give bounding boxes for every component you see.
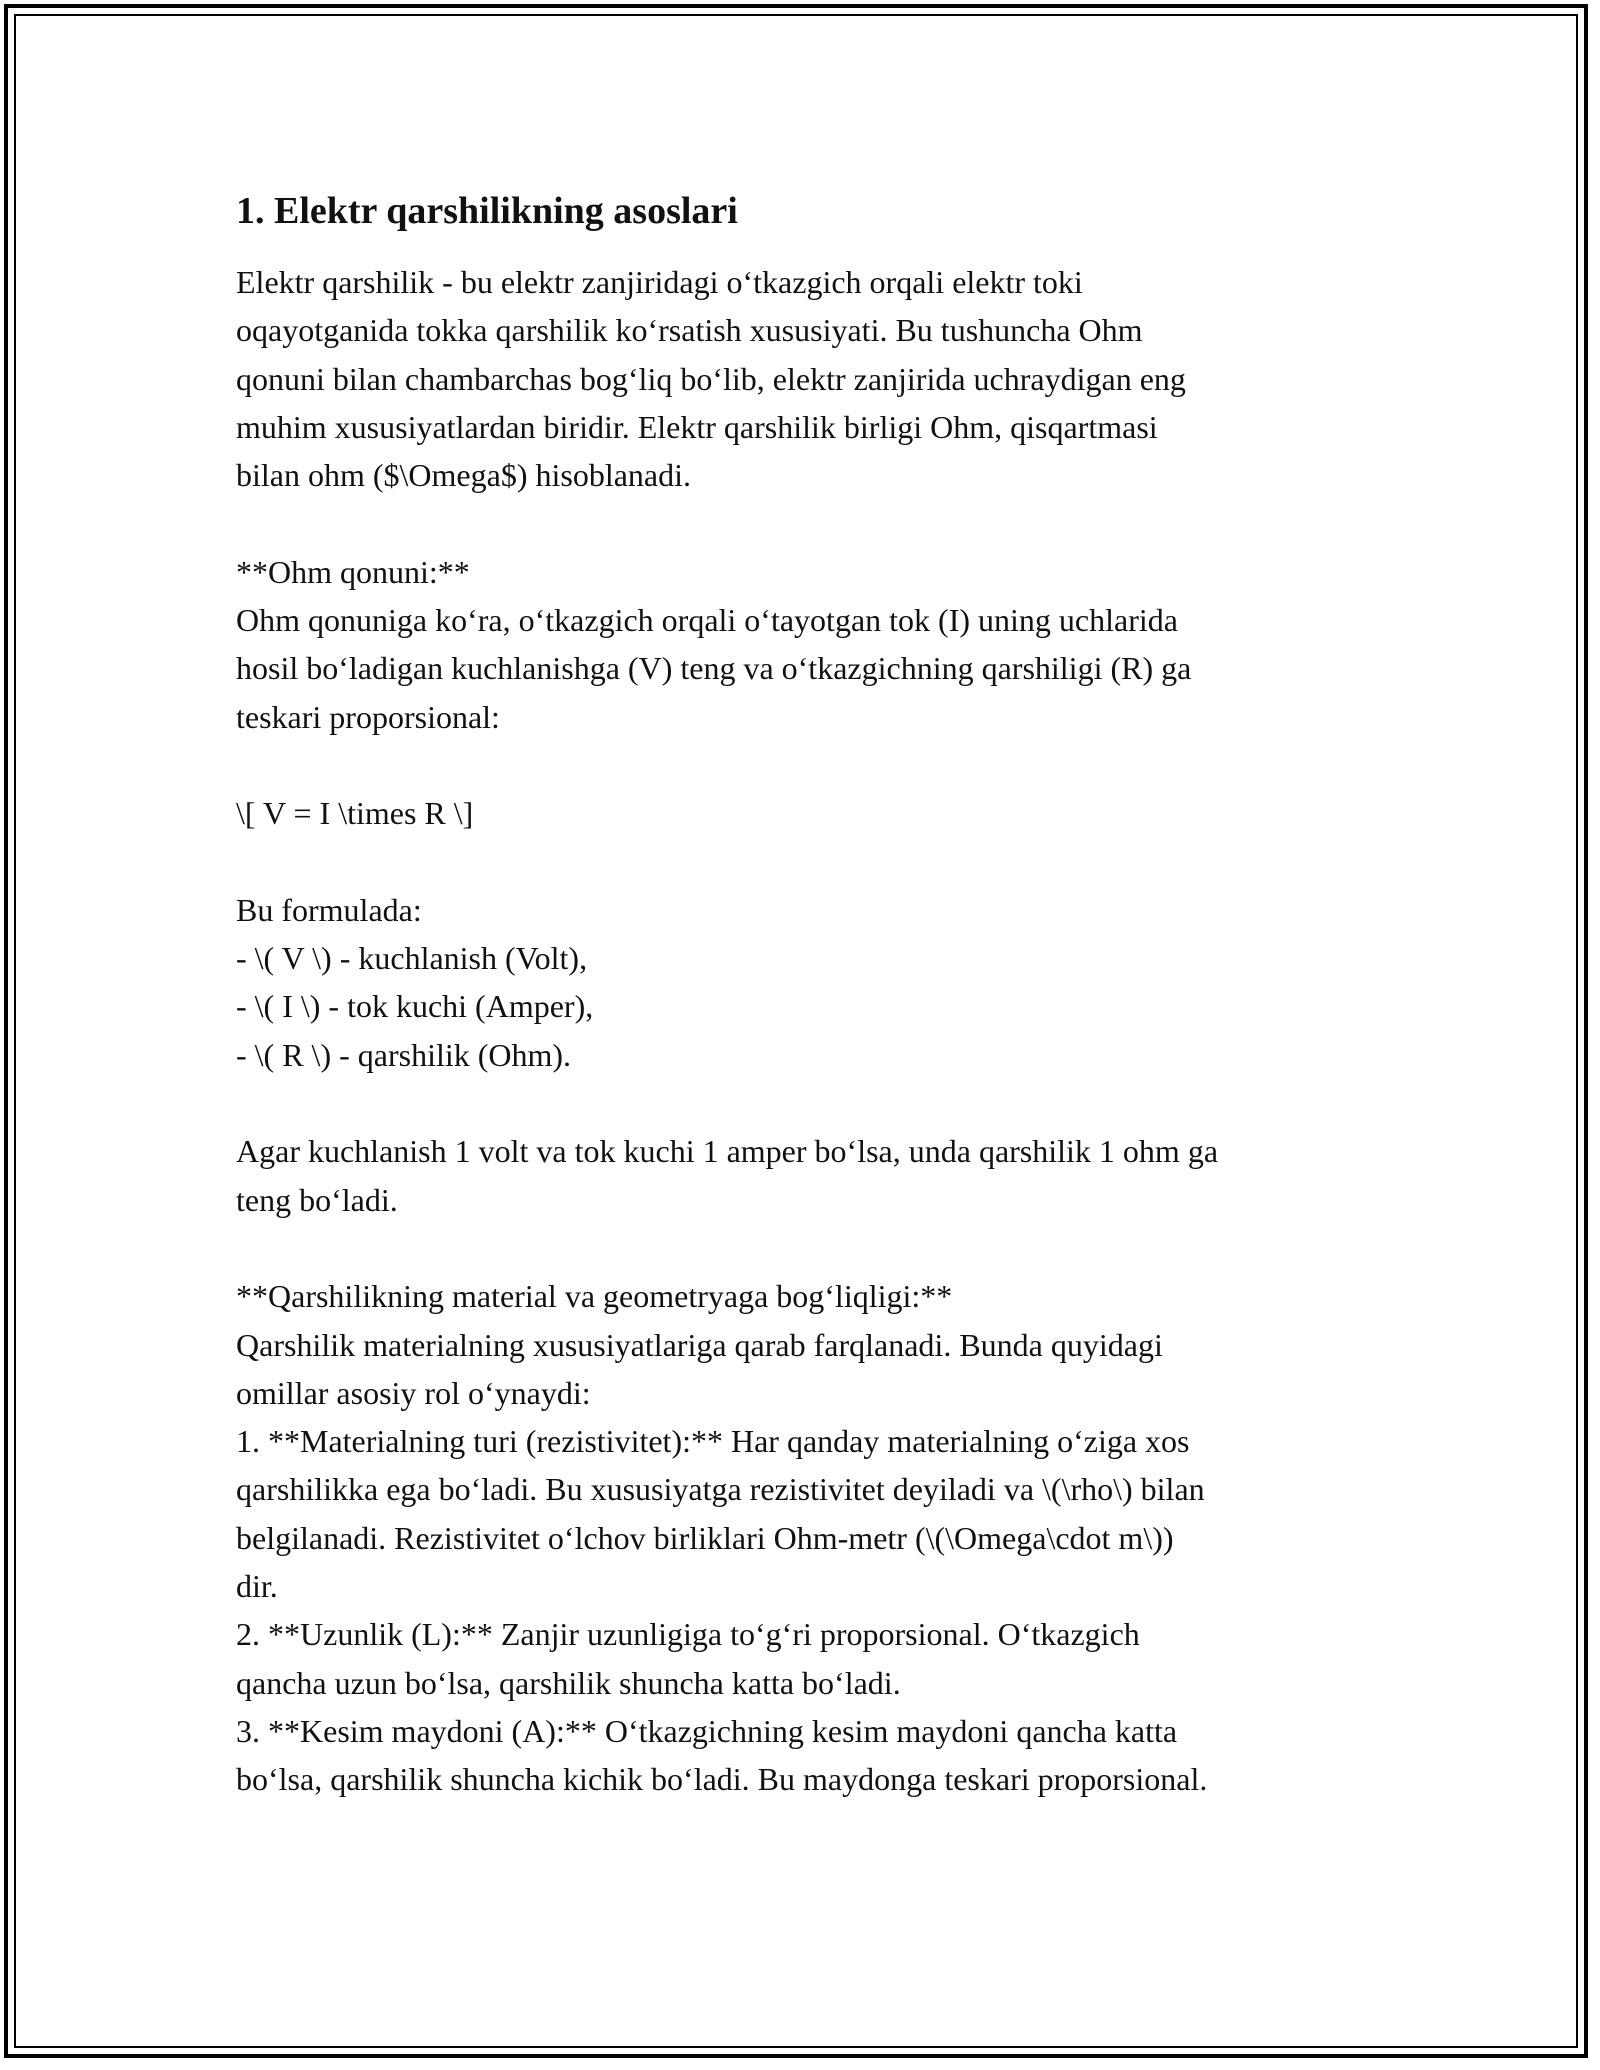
formula-legend-intro: Bu formulada: — [236, 891, 422, 928]
intro-line: Elektr qarshilik - bu elektr zanjiridagi o‘tkazgich orqali elektr toki — [236, 264, 1083, 300]
formula-legend-item: - \( I \) - tok kuchi (Amper), — [236, 988, 594, 1025]
material-section — [236, 1272, 1376, 1803]
ohm-law-line: hosil bo‘ladigan kuchlanishga (V) teng va o‘tkazgichning qarshiligi (R) ga — [236, 650, 1192, 687]
material-line: omillar asosiy rol o‘ynaydi: — [236, 1374, 591, 1411]
document-body — [236, 258, 1376, 1804]
intro-paragraph — [236, 258, 1376, 499]
material-line: 3. **Kesim maydoni (A):** O‘tkazgichning kesim maydoni qancha katta — [236, 1712, 1178, 1749]
material-line: bo‘lsa, qarshilik shuncha kichik bo‘ladi. Bu maydonga teskari proporsional. — [236, 1761, 1208, 1798]
example-paragraph — [236, 1127, 1376, 1224]
material-line: qarshilikka ega bo‘ladi. Bu xususiyatga rezistivitet deyiladi va \(\rho\) bilan — [236, 1471, 1205, 1508]
formula-legend-item: - \( V \) - kuchlanish (Volt), — [236, 940, 588, 977]
formula: \[ V = I \times R \] — [236, 795, 474, 832]
blank-line — [236, 1224, 1376, 1272]
material-line: Qarshilik materialning xususiyatlariga qarab farqlanadi. Bunda quyidagi — [236, 1326, 1163, 1363]
blank-line — [236, 741, 1376, 789]
ohm-law-line: Ohm qonuniga ko‘ra, o‘tkazgich orqali o‘tayotgan tok (I) uning uchlarida — [236, 602, 1178, 639]
blank-line — [236, 838, 1376, 886]
document-content — [236, 186, 1376, 1804]
material-line: 1. **Materialning turi (rezistivitet):** Har qanday materialning o‘ziga xos — [236, 1423, 1190, 1460]
intro-line: oqayotganida tokka qarshilik ko‘rsatish xususiyati. Bu tushuncha Ohm — [236, 312, 1143, 349]
intro-line: muhim xususiyatlardan biridir. Elektr qarshilik birligi Ohm, qisqartmasi — [236, 408, 1158, 445]
ohm-law-section — [236, 548, 1376, 741]
ohm-law-heading: **Ohm qonuni:** — [236, 553, 470, 590]
blank-line — [236, 499, 1376, 547]
example-line: teng bo‘ladi. — [236, 1181, 398, 1218]
example-line: Agar kuchlanish 1 volt va tok kuchi 1 amper bo‘lsa, unda qarshilik 1 ohm ga — [236, 1133, 1219, 1170]
material-line: 2. **Uzunlik (L):** Zanjir uzunligiga to‘g‘ri proporsional. O‘tkazgich — [236, 1616, 1140, 1653]
intro-line: bilan ohm ($\Omega$) hisoblanadi. — [236, 457, 692, 494]
material-line: dir. — [236, 1568, 278, 1605]
ohm-law-line: teskari proporsional: — [236, 698, 500, 735]
formula-legend — [236, 886, 1376, 1079]
material-heading: **Qarshilikning material va geometryaga bog‘liqligi:** — [236, 1278, 953, 1315]
material-line: belgilanadi. Rezistivitet o‘lchov birliklari Ohm-metr (\(\Omega\cdot m\)) — [236, 1519, 1174, 1556]
section-heading: 1. Elektr qarshilikning asoslari — [236, 190, 738, 232]
intro-line: qonuni bilan chambarchas bog‘liq bo‘lib, elektr zanjirida uchraydigan eng — [236, 360, 1186, 397]
blank-line — [236, 1079, 1376, 1127]
formula-legend-item: - \( R \) - qarshilik (Ohm). — [236, 1036, 572, 1073]
material-line: qancha uzun bo‘lsa, qarshilik shuncha katta bo‘ladi. — [236, 1664, 901, 1701]
